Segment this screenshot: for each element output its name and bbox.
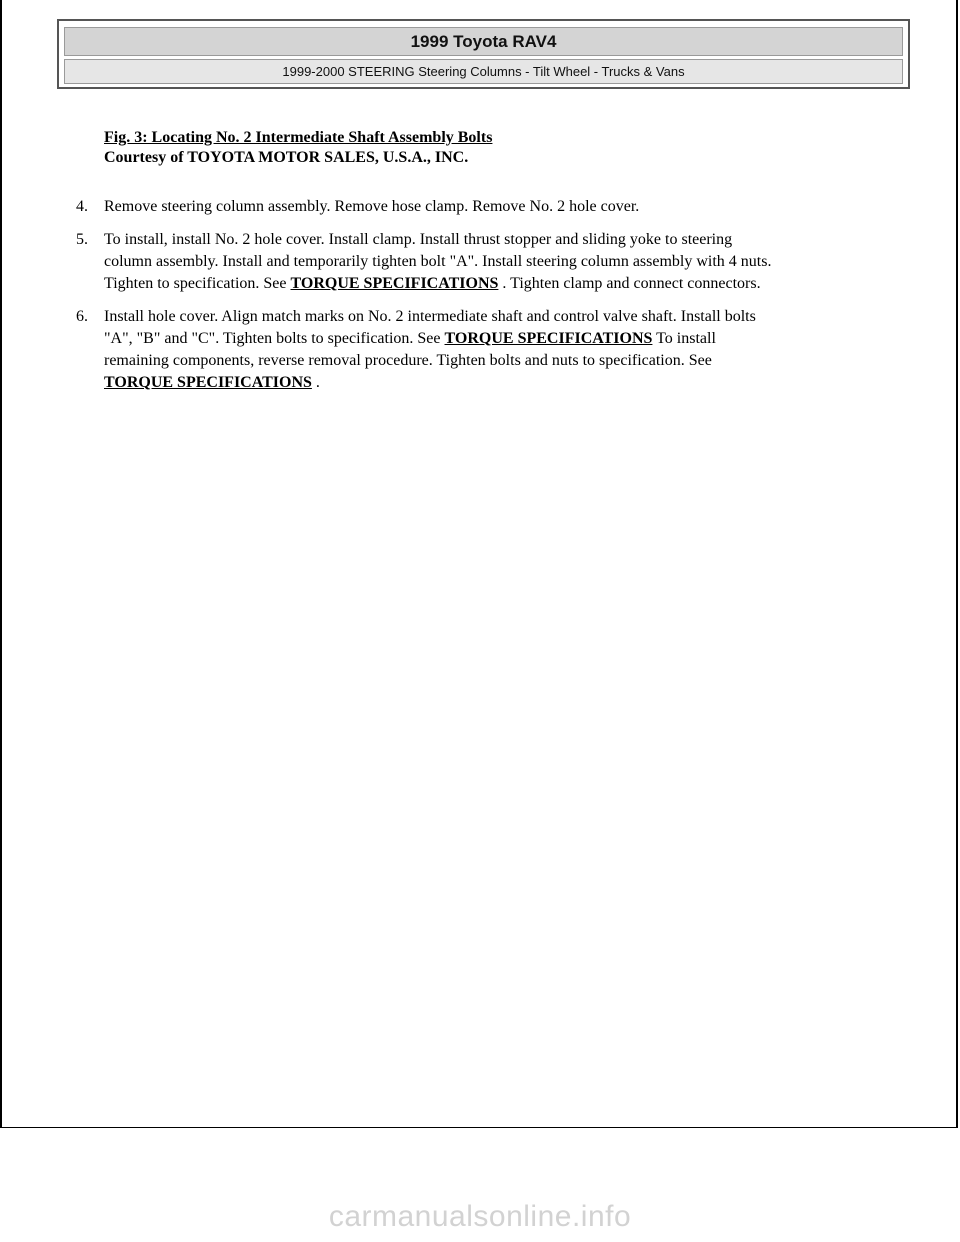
step-number: 6. xyxy=(76,308,88,325)
step-text: Remove steering column assembly. Remove hose clamp. Remove No. 2 hole cover. xyxy=(104,198,640,215)
document-header xyxy=(57,19,910,89)
step-text: Tighten to specification. See xyxy=(104,275,291,292)
header-title: 1999 Toyota RAV4 xyxy=(64,27,903,56)
step-text: "A", "B" and "C". Tighten bolts to specification. See xyxy=(104,330,445,347)
step-item xyxy=(76,306,906,394)
step-text-line xyxy=(104,328,906,350)
step-text: Install hole cover. Align match marks on No. 2 intermediate shaft and control valve shaft. Install bolts xyxy=(104,308,756,325)
step-text: remaining components, reverse removal procedure. Tighten bolts and nuts to specification. See xyxy=(104,352,712,369)
step-item xyxy=(76,196,906,218)
procedure-steps xyxy=(76,196,906,405)
step-item xyxy=(76,229,906,295)
step-text: . Tighten clamp and connect connectors. xyxy=(498,275,761,292)
step-text-line xyxy=(104,273,906,295)
figure-caption-block xyxy=(104,128,492,168)
step-text: column assembly. Install and temporarily tighten bolt "A". Install steering column assembly with 4 nuts. xyxy=(104,253,772,270)
torque-specifications-link[interactable]: TORQUE SPECIFICATIONS xyxy=(444,330,653,347)
torque-specifications-link[interactable]: TORQUE SPECIFICATIONS xyxy=(290,275,499,292)
watermark: carmanualsonline.info xyxy=(328,1200,632,1233)
header-subtitle: 1999-2000 STEERING Steering Columns - Tilt Wheel - Trucks & Vans xyxy=(64,59,903,84)
step-text-line xyxy=(104,372,906,394)
figure-courtesy: Courtesy of TOYOTA MOTOR SALES, U.S.A., INC. xyxy=(104,149,469,166)
step-text: . xyxy=(311,374,320,391)
step-number: 5. xyxy=(76,231,88,248)
figure-caption-link[interactable]: Fig. 3: Locating No. 2 Intermediate Shaft Assembly Bolts xyxy=(104,129,493,146)
step-text: To install, install No. 2 hole cover. Install clamp. Install thrust stopper and sliding yoke to steering xyxy=(104,231,733,248)
step-number: 4. xyxy=(76,198,88,215)
step-text: To install xyxy=(652,330,716,347)
torque-specifications-link[interactable]: TORQUE SPECIFICATIONS xyxy=(104,374,312,391)
